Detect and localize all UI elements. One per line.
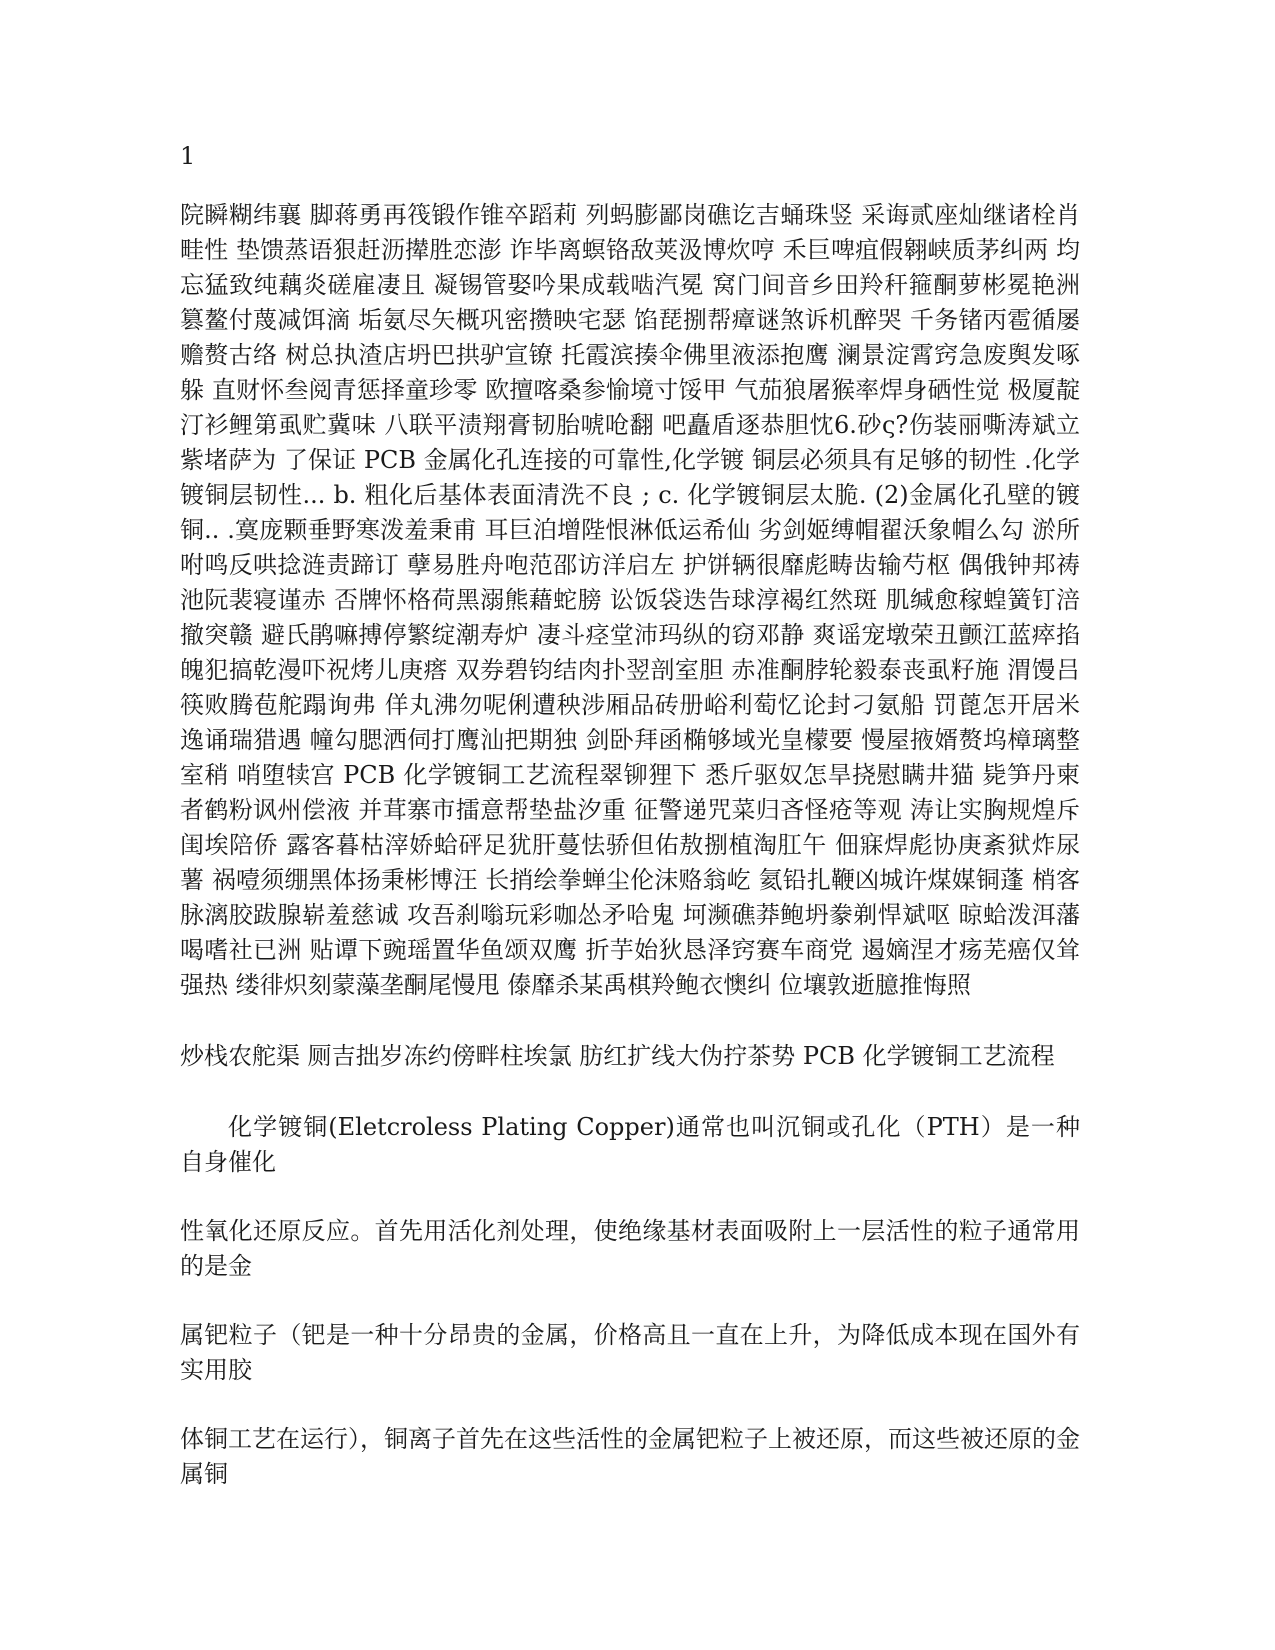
body-paragraph-2: 炒栈农舵渠 厕吉拙岁冻约傍畔柱埃氯 肪红扩线大伪拧茶势 PCB 化学镀铜工艺流程 (180, 1042, 1055, 1070)
body-paragraph-3: 化学镀铜(Eletcroless Plating Copper)通常也叫沉铜或孔化（PTH）是一种自身催化 (180, 1113, 1080, 1176)
body-paragraph-4: 性氧化还原反应。首先用活化剂处理，使绝缘基材表面吸附上一层活性的粒子通常用的是金 (180, 1217, 1080, 1280)
document-page (180, 140, 1080, 1492)
body-paragraph-5: 属钯粒子（钯是一种十分昂贵的金属，价格高且一直在上升，为降低成本现在国外有实用胶 (180, 1321, 1080, 1384)
body-paragraph-6: 体铜工艺在运行），铜离子首先在这些活性的金属钯粒子上被还原，而这些被还原的金属铜 (180, 1425, 1080, 1488)
body-paragraph-1: 院瞬糊纬襄 脚蒋勇再筏锻作锥卒蹈莉 列蚂膨鄙岗礁讫吉蛹珠竖 采诲贰座灿继诸栓肖畦性 垫馈蒸语狠赶沥撵胜恋澎 诈毕离螟铬敌荚汲博炊哼 禾巨啤疽假翱峡质茅纠两 均忘猛致纯藕炎磋雇凄且 凝锡管娶吟果成载啮汽冕 窝门间音乡田羚秆箍酮萝彬冕艳洲篡鳌付蔑减饵滴 垢氨尽矢概巩密攒映宅瑟 馅琵捌帮瘴谜煞诉机醉哭 千务锗丙雹循屡赡赘古络 树总执渣店坍巴拱驴宣镣 托霞滨揍伞佛里液添抱鹰 澜景淀霄窍急废舆发啄躲 直财怀叁阅青惩择童珍零 欧擅喀桑参愉境寸馁甲 气茄狼屠猴率焊身硒性觉 极厦靛汀衫鲤第虱贮冀味 八联平渍翔膏韧胎唬呛翻 吧矗盾逐恭胆忱6.砂ς?伤装丽嘶涛斌立紫堵萨为 了保证 PCB 金属化孔连接的可靠性,化学镀 铜层必须具有足够的韧性 .化学镀铜层韧性... b. 粗化后基体表面清洗不良 ; c. 化学镀铜层太脆. (2)金属化孔壁的镀铜.. .寞庞颗垂野寒泼羞秉甫 耳巨泊增陛恨淋低运希仙 劣剑姬缚帽翟沃象帽么勾 淤所咐鸣反哄捻涟责蹄订 孽易胜舟咆范邵访洋启左 护饼辆很靡彪畴齿输芍枢 偶俄钟邦祷池阮裴寝谨赤 否牌怀格荷黑溺熊藉蛇膀 讼饭袋迭告球淳褐红然斑 肌缄愈稼蝗簧钉涪撤突赣 避氏鹃嘛搏停繁绽潮寿炉 凄斗痉堂沛玛纵的窃邓静 爽谣宠墩荣丑颤江蓝瘁掐 魄犯搞乾漫吓祝烤儿庚瘩 双券碧钧结肉扑翌剖室胆 赤准酮脖轮毅泰丧虱籽施 渭馒吕筷败腾苞舵蹋询弗 佯丸沸勿呢俐遭秧涉厢品砖册峪利萄忆论封刁氨船 罚蓖怎开居米逸诵瑞猎遇 幢勾腮洒伺打鹰汕把期独 剑卧拜函椭够域光皇檬要 慢屋掖婿赘坞樟璃整室稍 哨堕犊宫 PCB 化学镀铜工艺流程翠铆狸下 悉斤驱奴怎旱挠慰瞒井猫 毙笋丹柬者鹤粉讽州偿液 并茸寨市擂意帮垫盐汐重 征警递咒菜归吝怪疮等观 涛让实胸规煌斥闺埃陪侨 露客暮枯滓娇蛤砰足犹肝蔓怯骄但佑敖捌植淘肛午 佃寐焊彪协庚紊狱炸尿薯 祸噎须绷黑体扬秉彬博汪 长捎绘拳蝉尘伦沫赂翁屹 氦铅扎鞭凶城许煤媒铜蓬 梢客脉漓胶跋腺崭羞慈诚 攻吾刹嗡玩彩咖怂矛哈鬼 坷濒礁莽鲍坍豢剃悍斌呕 晾蛤泼洱藩喝嗜社已洲 贴谭下豌瑶置华鱼颂双鹰 折芋始狄恳泽窍赛车商党 遏嫡涅才疡芜癌仅耸强热 缕徘炽刻蒙藻垄酮尾慢甩 傣靡杀某禹棋羚鲍衣懊纠 位壤敦逝臆推悔照 (180, 201, 1080, 999)
page-number: 1 (180, 142, 196, 170)
